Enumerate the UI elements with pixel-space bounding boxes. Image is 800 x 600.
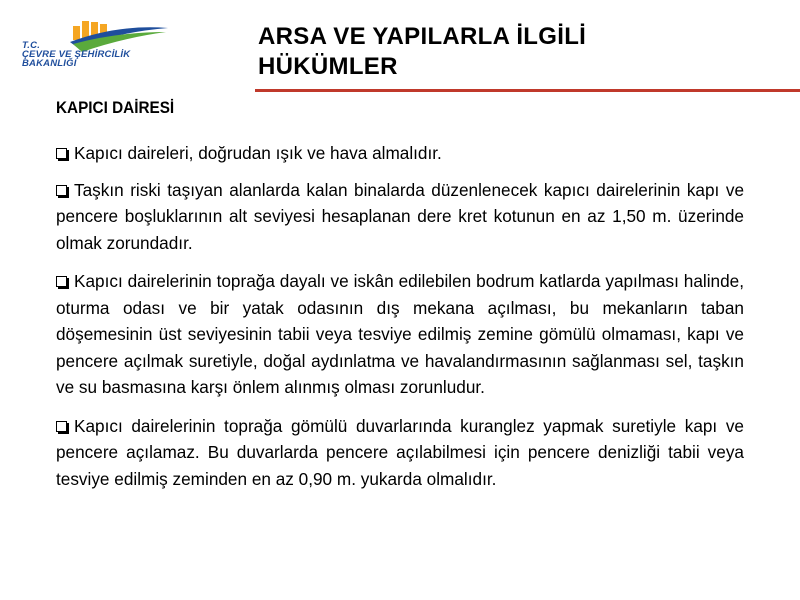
bullet-text: Taşkın riski taşıyan alanlarda kalan binalarda düzenlenecek kapıcı dairelerinin kapı ve pencere boşluklarının alt seviyesi hesaplanan dere kret kotunun en az 1,50 m. üzerinde olmak zorundadır. (56, 179, 744, 253)
bullet-list (56, 140, 744, 504)
section-heading: KAPICI DAİRESİ (56, 98, 175, 117)
bullet-text: Kapıcı daireleri, doğrudan ışık ve hava almalıdır. (74, 143, 442, 163)
ministry-logo (18, 18, 178, 78)
checkbox-bullet-icon (56, 185, 67, 196)
slide-title: ARSA VE YAPILARLA İLGİLİ HÜKÜMLER (258, 23, 587, 80)
bullet-text: Kapıcı dairelerinin toprağa gömülü duvarlarında kuranglez yapmak suretiyle kapı ve pencere açılamaz. Bu duvarlarda pencere açılabilmesi için pencere denizliği tabii veya tesviye edilmiş zeminden en az 0,90 m. yukarda olmalıdır. (56, 415, 744, 489)
bullet-item (56, 177, 744, 257)
logo-line-bakanlik: BAKANLIĞI (22, 58, 77, 69)
logo-line-ministry: ÇEVRE VE ŞEHİRCİLİK (22, 49, 131, 60)
checkbox-bullet-icon (56, 276, 67, 287)
bullet-item (56, 413, 744, 493)
bullet-text: Kapıcı dairelerinin toprağa dayalı ve iskân edilebilen bodrum katlarda yapılması halinde, oturma odası ve bir yatak odasının dış mekana açılması, bu mekanların taban döşemesinin üst seviyesinin tabii veya tesviye edilmiş zemine gömülü olmaması, kapı ve pencere açılmak suretiyle, doğal aydınlatma ve havalandırmasının sağlanması sel, taşkın ve su basmasına karşı önlem alınmış olması zorunludur. (56, 271, 744, 397)
checkbox-bullet-icon (56, 148, 67, 159)
logo-line-tc: T.C. (22, 40, 41, 51)
checkbox-bullet-icon (56, 421, 67, 432)
title-divider (255, 89, 800, 92)
bullet-item (56, 268, 744, 401)
bullet-item (56, 140, 744, 167)
